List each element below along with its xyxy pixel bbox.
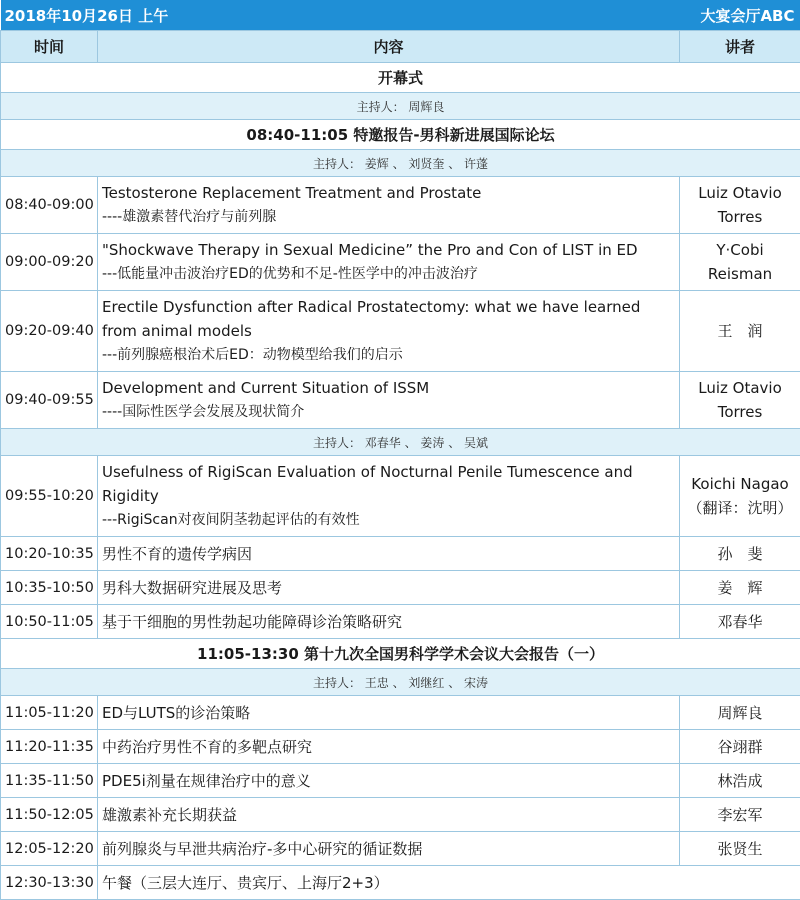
content-cell: PDE5i剂量在规律治疗中的意义 <box>98 764 680 798</box>
host-line: 主持人： 姜辉 、 刘贤奎 、 许蓬 <box>1 150 800 177</box>
table-row <box>1 730 800 764</box>
table-row <box>1 372 800 429</box>
time-cell: 08:40-09:00 <box>1 177 98 234</box>
table-row <box>1 605 800 639</box>
column-header-content: 内容 <box>98 31 680 63</box>
content-cell: 男性不育的遗传学病因 <box>98 537 680 571</box>
speaker-cell: 姜 辉 <box>680 571 800 605</box>
speaker-cell: 张贤生 <box>680 832 800 866</box>
lunch-row <box>1 866 800 900</box>
speaker-cell: 孙 斐 <box>680 537 800 571</box>
speaker-name: Torres <box>680 400 800 424</box>
table-row <box>1 537 800 571</box>
content-cell <box>98 291 680 372</box>
speaker-cell: 邓春华 <box>680 605 800 639</box>
speaker-name: Luiz Otavio <box>680 376 800 400</box>
content-cell <box>98 234 680 291</box>
talk-title-zh: ----雄激素替代治疗与前列腺 <box>102 205 675 229</box>
content-cell: 中药治疗男性不育的多靶点研究 <box>98 730 680 764</box>
time-cell: 10:35-10:50 <box>1 571 98 605</box>
header-bar <box>1 0 800 31</box>
speaker-cell <box>680 234 800 291</box>
table-row <box>1 764 800 798</box>
speaker-name: Koichi Nagao <box>680 472 800 496</box>
lunch-label: 午餐（三层大连厅、贵宾厅、上海厅2+3） <box>98 866 800 900</box>
table-row <box>1 798 800 832</box>
time-cell: 09:20-09:40 <box>1 291 98 372</box>
host-line: 主持人： 周辉良 <box>1 93 800 120</box>
speaker-name: Y·Cobi <box>680 238 800 262</box>
content-cell <box>98 372 680 429</box>
talk-title-en: Testosterone Replacement Treatment and Prostate <box>102 181 675 205</box>
speaker-cell <box>680 291 800 372</box>
section-title: 08:40-11:05 特邀报告-男科新进展国际论坛 <box>1 120 800 150</box>
content-cell: 雄激素补充长期获益 <box>98 798 680 832</box>
table-row <box>1 177 800 234</box>
column-header-row <box>1 31 800 63</box>
table-row <box>1 696 800 730</box>
content-cell: ED与LUTS的诊治策略 <box>98 696 680 730</box>
host-line: 主持人： 王忠 、 刘继红 、 宋涛 <box>1 669 800 696</box>
time-cell: 11:20-11:35 <box>1 730 98 764</box>
table-row <box>1 456 800 537</box>
content-cell: 男科大数据研究进展及思考 <box>98 571 680 605</box>
table-row <box>1 832 800 866</box>
time-cell: 10:20-10:35 <box>1 537 98 571</box>
host-line: 主持人： 邓春华 、 姜涛 、 吴斌 <box>1 429 800 456</box>
time-cell: 10:50-11:05 <box>1 605 98 639</box>
talk-title-zh: ----国际性医学会发展及现状简介 <box>102 400 675 424</box>
talk-title-en: Usefulness of RigiScan Evaluation of Nocturnal Penile Tumescence and Rigidity <box>102 460 675 508</box>
content-cell: 基于干细胞的男性勃起功能障碍诊治策略研究 <box>98 605 680 639</box>
speaker-cell: 李宏军 <box>680 798 800 832</box>
talk-title-zh: ---低能量冲击波治疗ED的优势和不足-性医学中的冲击波治疗 <box>102 262 675 286</box>
speaker-cell <box>680 372 800 429</box>
column-header-time: 时间 <box>1 31 98 63</box>
time-cell: 09:00-09:20 <box>1 234 98 291</box>
talk-title-zh: ---RigiScan对夜间阴茎勃起评估的有效性 <box>102 508 675 532</box>
content-cell: 前列腺炎与早泄共病治疗-多中心研究的循证数据 <box>98 832 680 866</box>
table-row <box>1 571 800 605</box>
time-cell: 11:35-11:50 <box>1 764 98 798</box>
section-title: 11:05-13:30 第十九次全国男科学学术会议大会报告（一） <box>1 639 800 669</box>
talk-title-en: Development and Current Situation of ISSM <box>102 376 675 400</box>
table-row <box>1 234 800 291</box>
translator-note: （翻译：沈明） <box>680 496 800 520</box>
speaker-name: Reisman <box>680 262 800 286</box>
session-date: 2018年10月26日 上午 <box>1 0 680 31</box>
speaker-cell <box>680 177 800 234</box>
time-cell: 11:05-11:20 <box>1 696 98 730</box>
time-cell: 09:55-10:20 <box>1 456 98 537</box>
column-header-speaker: 讲者 <box>680 31 800 63</box>
speaker-cell: 谷翊群 <box>680 730 800 764</box>
talk-title-en: Erectile Dysfunction after Radical Prostatectomy: what we have learned from animal models <box>102 295 675 343</box>
speaker-name: 王 润 <box>680 319 800 343</box>
speaker-cell <box>680 456 800 537</box>
speaker-name: Torres <box>680 205 800 229</box>
table-row <box>1 291 800 372</box>
venue-hall: 大宴会厅ABC <box>680 0 800 31</box>
talk-title-en: "Shockwave Therapy in Sexual Medicine” the Pro and Con of LIST in ED <box>102 238 675 262</box>
content-cell <box>98 456 680 537</box>
time-cell: 11:50-12:05 <box>1 798 98 832</box>
speaker-name: Luiz Otavio <box>680 181 800 205</box>
content-cell <box>98 177 680 234</box>
time-cell: 12:30-13:30 <box>1 866 98 900</box>
opening-title: 开幕式 <box>1 63 800 93</box>
time-cell: 09:40-09:55 <box>1 372 98 429</box>
talk-title-zh: ---前列腺癌根治术后ED：动物模型给我们的启示 <box>102 343 675 367</box>
time-cell: 12:05-12:20 <box>1 832 98 866</box>
speaker-cell: 林浩成 <box>680 764 800 798</box>
speaker-cell: 周辉良 <box>680 696 800 730</box>
